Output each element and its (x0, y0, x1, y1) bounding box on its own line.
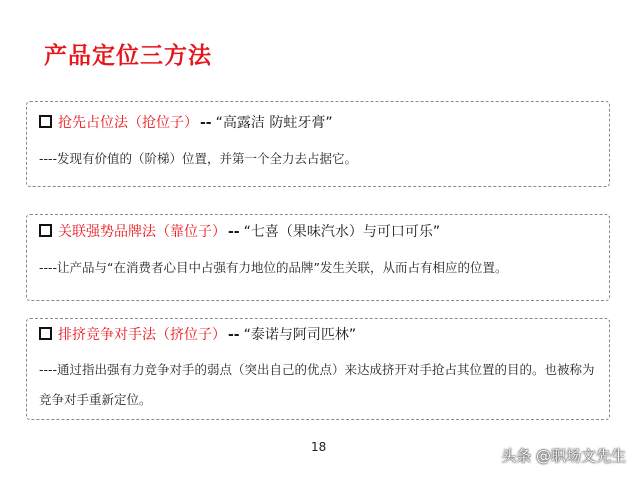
method-description: ----通过指出强有力竞争对手的弱点（突出自己的优点）来达成挤开对手抢占其位置的目的。也被称为竞争对手重新定位。 (39, 362, 595, 407)
separator: -- (200, 115, 212, 131)
method-name: 排挤竞争对手法（挤位子） (58, 327, 226, 343)
method-example: “泰诺与阿司匹林” (243, 327, 357, 343)
method-card-2 (26, 214, 610, 301)
method-example: “高露洁 防蛀牙膏” (215, 115, 333, 131)
checkbox-icon (39, 115, 52, 128)
method-description: ----让产品与“在消费者心目中占强有力地位的品牌”发生关联，从而占有相应的位置。 (39, 260, 508, 275)
separator: -- (228, 327, 240, 343)
method-name: 抢先占位法（抢位子） (58, 115, 198, 131)
page-number: 18 (311, 440, 327, 454)
method-card-1 (26, 101, 610, 187)
checkbox-icon (39, 327, 52, 340)
method-heading (39, 114, 333, 132)
slide-title: 产品定位三方法 (44, 43, 212, 69)
method-description: ----发现有价值的（阶梯）位置，并第一个全力去占据它。 (39, 151, 358, 166)
method-heading (39, 326, 356, 344)
watermark: 头条 @职场文先生 (501, 447, 626, 465)
method-heading (39, 223, 440, 241)
method-example: “七喜（果味汽水）与可口可乐” (243, 224, 441, 240)
method-name: 关联强势品牌法（靠位子） (58, 224, 226, 240)
separator: -- (228, 224, 240, 240)
method-card-3 (26, 318, 610, 420)
checkbox-icon (39, 224, 52, 237)
